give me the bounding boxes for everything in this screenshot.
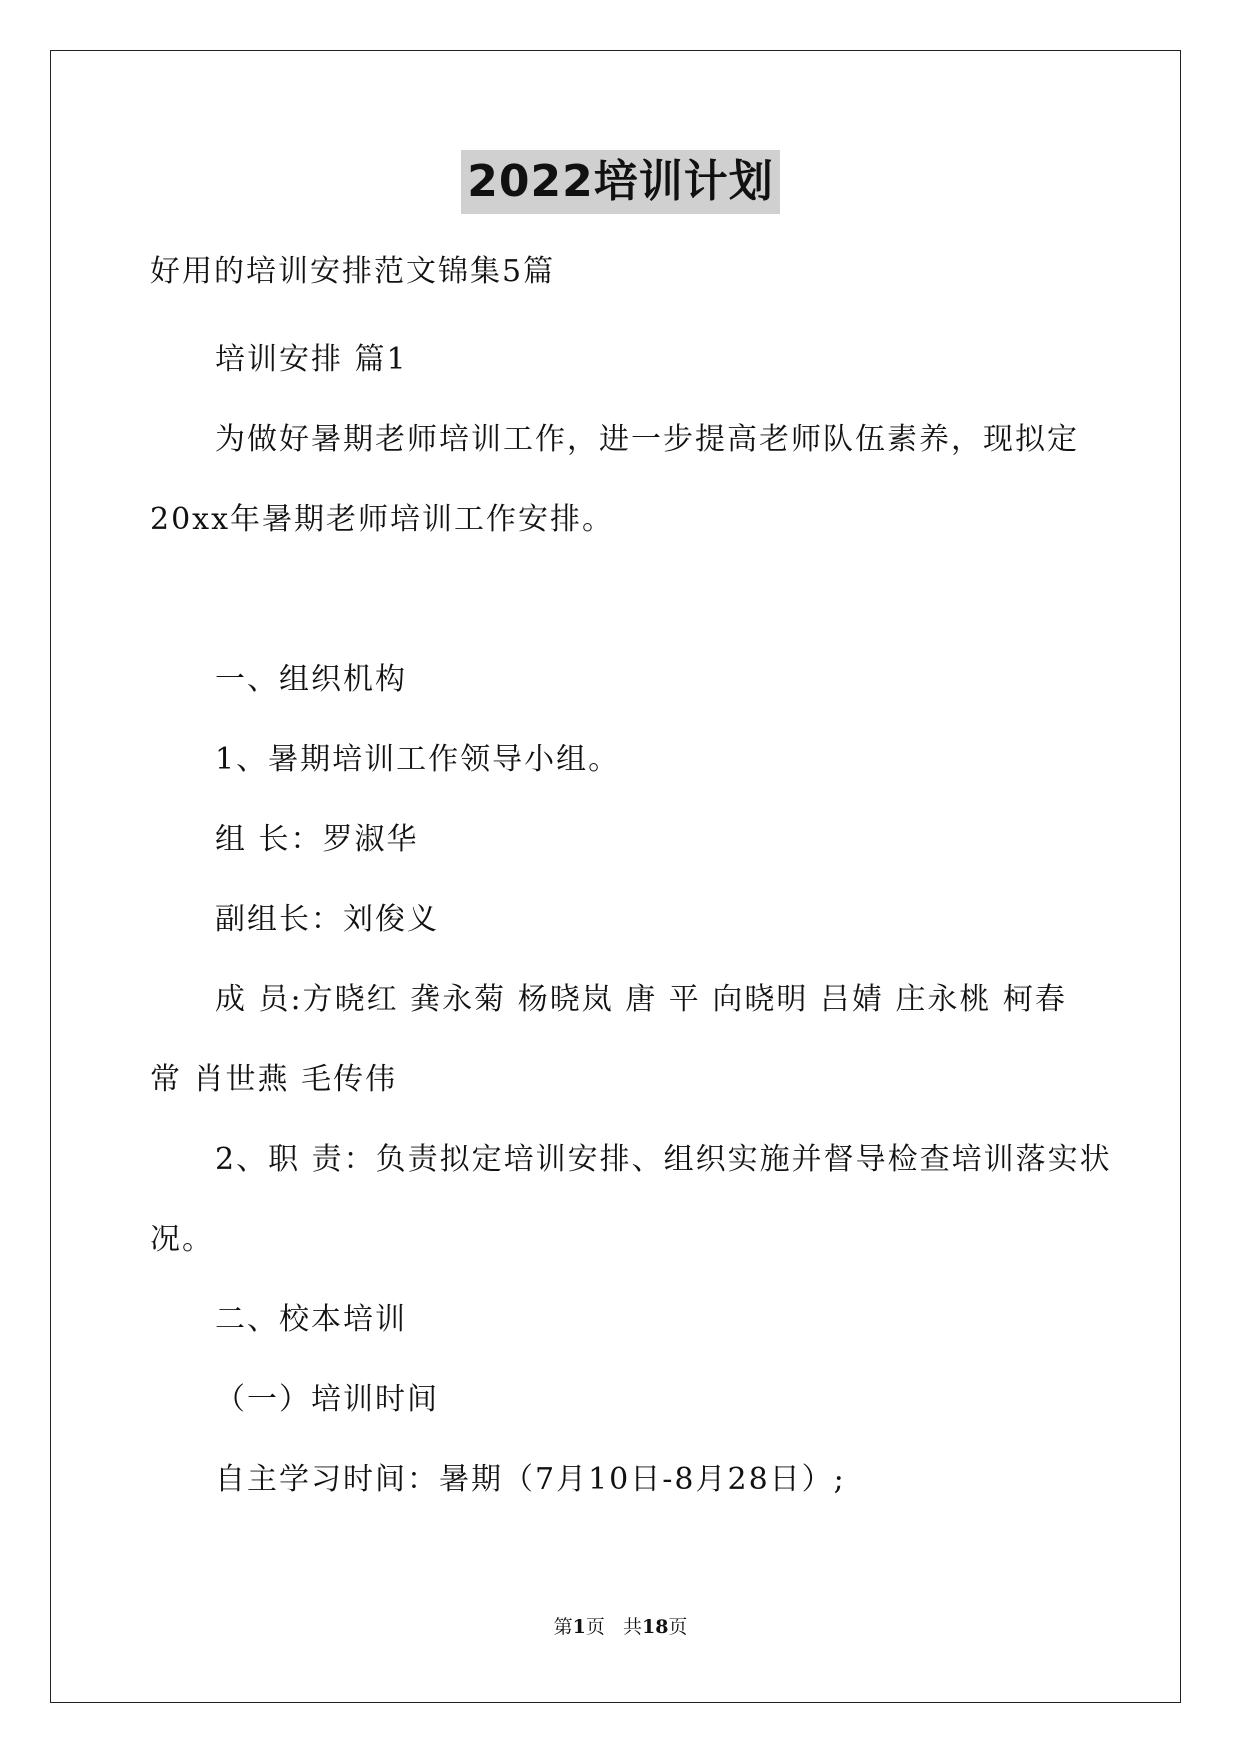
footer-total-suffix: 页 <box>668 1616 688 1638</box>
section-heading: （一）培训时间 <box>215 1382 439 1417</box>
page-footer <box>0 1615 1241 1639</box>
footer-page-number: 1 <box>572 1616 586 1638</box>
footer-total-prefix: 共 <box>622 1616 642 1638</box>
document-title-block <box>0 150 1241 214</box>
document-title: 2022培训计划 <box>461 150 779 214</box>
footer-page-suffix: 页 <box>585 1616 605 1638</box>
page-border <box>50 50 1181 1703</box>
paragraph-line: 成 员:方晓红 龚永菊 杨晓岚 唐 平 向晓明 吕婧 庄永桃 柯春 <box>215 982 1067 1017</box>
section-heading: 二、校本培训 <box>215 1302 407 1337</box>
paragraph-line: 20xx年暑期老师培训工作安排。 <box>150 502 615 537</box>
paragraph-line: 组 长：罗淑华 <box>215 822 419 857</box>
section-heading: 一、组织机构 <box>215 662 407 697</box>
paragraph-line: 副组长：刘俊义 <box>215 902 439 937</box>
footer-page-prefix: 第 <box>553 1616 573 1638</box>
paragraph-line: 为做好暑期老师培训工作，进一步提高老师队伍素养，现拟定 <box>215 422 1079 457</box>
subtitle-line: 好用的培训安排范文锦集5篇 <box>150 254 556 289</box>
paragraph-line: 2、职 责：负责拟定培训安排、组织实施并督导检查培训落实状 <box>215 1142 1112 1177</box>
footer-total-number: 18 <box>641 1616 669 1638</box>
paragraph-line: 1、暑期培训工作领导小组。 <box>215 742 621 777</box>
section-heading: 培训安排 篇1 <box>215 342 408 377</box>
paragraph-line: 自主学习时间：暑期（7月10日-8月28日）; <box>215 1462 846 1497</box>
paragraph-line: 常 肖世燕 毛传伟 <box>150 1062 398 1097</box>
paragraph-line: 况。 <box>150 1222 214 1257</box>
